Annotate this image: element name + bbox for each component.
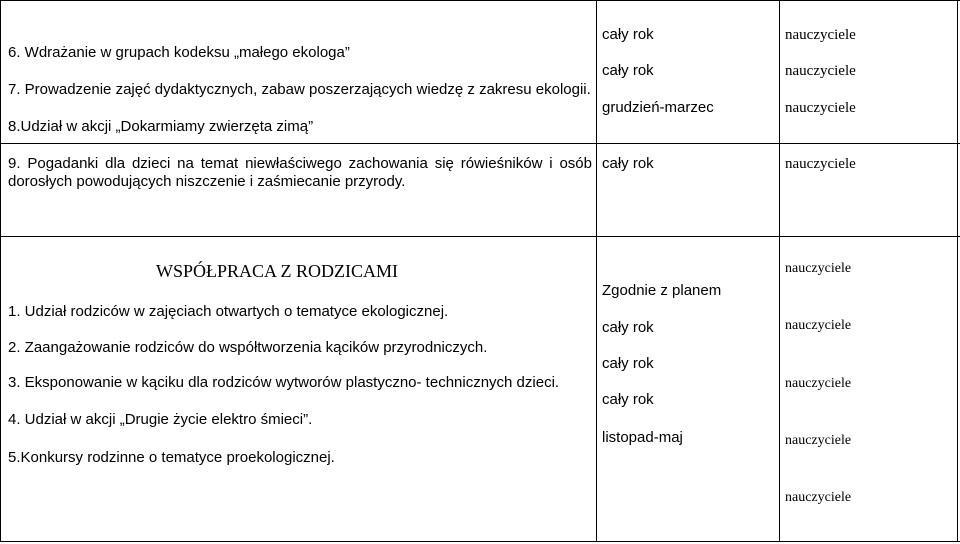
- column-divider: [957, 0, 958, 542]
- table-border-top: [0, 0, 960, 1]
- term-cell: cały rok: [602, 62, 654, 79]
- responsible-cell: nauczyciele: [785, 433, 852, 448]
- term-cell: cały rok: [602, 26, 654, 43]
- responsible-cell: nauczyciele: [785, 376, 852, 391]
- term-cell: cały rok: [602, 355, 654, 372]
- activity-item: 2. Zaangażowanie rodziców do współtworzenia kącików przyrodniczych.: [8, 339, 488, 356]
- term-cell: cały rok: [602, 391, 654, 408]
- responsible-cell: nauczyciele: [785, 63, 856, 79]
- term-cell: listopad-maj: [602, 429, 683, 446]
- term-cell: grudzień-marzec: [602, 99, 714, 116]
- row-divider: [0, 236, 960, 237]
- responsible-cell: nauczyciele: [785, 490, 852, 505]
- section-heading: WSPÓŁPRACA Z RODZICAMI: [156, 261, 399, 281]
- responsible-cell: nauczyciele: [785, 261, 852, 276]
- activity-item: 6. Wdrażanie w grupach kodeksu „małego ekologa”: [8, 44, 350, 61]
- activity-item: 1. Udział rodziców w zajęciach otwartych o tematyce ekologicznej.: [8, 303, 449, 320]
- activity-item: 7. Prowadzenie zajęć dydaktycznych, zabaw poszerzających wiedzę z zakresu ekologii.: [8, 81, 591, 98]
- term-cell: cały rok: [602, 319, 654, 336]
- responsible-cell: nauczyciele: [785, 156, 856, 172]
- responsible-cell: nauczyciele: [785, 318, 852, 333]
- activity-item: 3. Eksponowanie w kąciku dla rodziców wytworów plastyczno- technicznych dzieci.: [8, 374, 560, 391]
- responsible-cell: nauczyciele: [785, 27, 856, 43]
- term-cell: cały rok: [602, 155, 654, 172]
- term-cell: Zgodnie z planem: [602, 282, 722, 299]
- activity-item: 9. Pogadanki dla dzieci na temat niewłaściwego zachowania się rówieśników i osób dorosłych powodujących niszczenie i zaśmiecanie przyrody.: [8, 155, 592, 190]
- activity-item: 4. Udział w akcji „Drugie życie elektro śmieci”.: [8, 411, 313, 428]
- table-border-bottom: [0, 541, 960, 542]
- activity-item: 5.Konkursy rodzinne o tematyce proekologicznej.: [8, 449, 335, 466]
- responsible-cell: nauczyciele: [785, 100, 856, 116]
- column-divider: [779, 0, 780, 542]
- row-divider: [0, 143, 960, 144]
- column-divider: [0, 0, 1, 542]
- column-divider: [596, 0, 597, 542]
- activity-item: 8.Udział w akcji „Dokarmiamy zwierzęta zimą”: [8, 118, 314, 135]
